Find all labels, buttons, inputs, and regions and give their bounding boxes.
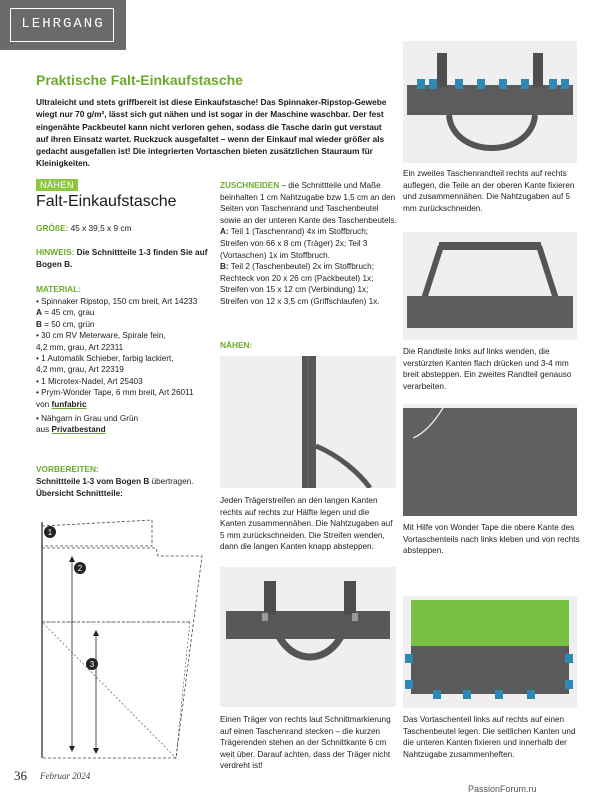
- size-value: 45 x 39,5 x 9 cm: [68, 223, 132, 233]
- watermark: PassionForum.ru: [468, 784, 537, 794]
- cutting-b-label: B:: [220, 262, 229, 272]
- material-item: • 30 cm RV Meterware, Spirale fein,: [36, 331, 166, 341]
- pin-icon: [352, 613, 358, 621]
- step-5-text: Mit Hilfe von Wonder Tape die obere Kante des Vortaschenteils nach links kleben und von rechts absteppen.: [403, 523, 580, 556]
- pattern-overview-label: Übersicht Schnittteile:: [36, 488, 123, 498]
- material-item: • Nähgarn in Grau und Grün: [36, 414, 139, 424]
- material-list: [36, 296, 216, 436]
- issue-date: Februar 2024: [40, 771, 91, 781]
- photo-rim-clipped: [403, 41, 577, 163]
- source-funfabric: funfabric: [51, 399, 87, 409]
- source-line: [36, 424, 216, 435]
- step-1-text: Jeden Trägerstreifen an den langen Kanten rechts auf rechts zur Hälfte legen und die Kanten zusammennähen. Die Nahtzugaben auf 5 mm zurückschneiden. Die Streifen wenden, dann die langen Kanten knapp absteppen.: [220, 496, 393, 552]
- material-item: B = 50 cm, grün: [36, 319, 95, 329]
- material-item: 4,2 mm, grau, Art 22311: [36, 342, 124, 352]
- prepare-bold: Bogen B: [115, 477, 150, 486]
- von-text: von: [36, 399, 52, 409]
- pattern-piece-1: [42, 520, 152, 546]
- pattern-piece-3: [42, 622, 190, 758]
- section-label: LEHRGANG: [21, 16, 105, 32]
- pattern-number-2: 2: [77, 564, 83, 573]
- arrow-head-up-icon: [69, 556, 75, 562]
- green-bag-fabric: [411, 600, 569, 650]
- photo-strap-pinned: [220, 567, 396, 707]
- size-line: [36, 223, 131, 233]
- pattern-number-3: 3: [89, 660, 95, 669]
- material-item: • 1 Automatik Schieber, farbig lackiert,: [36, 354, 174, 364]
- material-item: • Spinnaker Ripstop, 150 cm breit, Art 14233: [36, 297, 198, 306]
- arrow-head-down-icon: [69, 746, 75, 752]
- material-label: MATERIAL:: [36, 284, 82, 294]
- cutting-b: [220, 261, 398, 307]
- pin-icon: [262, 613, 268, 621]
- step-4-text: Die Randteile links auf links wenden, die verstürzten Kanten flach drücken und 3-4 mm breit absteppen. Ein zweites Randteil genauso verarbeiten.: [403, 347, 572, 391]
- rim-piece: [407, 296, 573, 328]
- page-number: 36: [14, 768, 27, 783]
- photo-pocket-taped: [403, 404, 577, 516]
- bag-rim-piece: [226, 611, 390, 639]
- prepare-label: VORBEREITEN:: [36, 464, 99, 474]
- photo-pocket-on-bag: [403, 596, 577, 708]
- cutting-a-label: A:: [220, 227, 229, 237]
- material-item: 4,2 mm, grau, Art 22319: [36, 365, 124, 375]
- pocket-fabric: [403, 408, 577, 516]
- photo-rim-turned: [403, 232, 577, 340]
- source-line: [36, 399, 216, 410]
- hint-label: HINWEIS:: [36, 247, 75, 257]
- step-6-text: Das Vortaschenteil links auf rechts auf einen Taschenbeutel legen. Die seitlichen Kanten und die unteren Kanten fixieren und innerhalb der Nahtzugabe zusammenheften.: [403, 715, 576, 759]
- prepare-text-2: übertragen.: [149, 477, 194, 486]
- pattern-piece-2: [42, 548, 202, 758]
- cutting-a-text: Teil 1 (Taschenrand) 4x im Stoffbruch; Streifen von 66 x 8 cm (Träger) 2x; Teil 3 (Vortaschen) 1x im Stoffbruch.: [220, 227, 369, 260]
- strap-fabric: [302, 356, 316, 488]
- arrow-head-up-icon: [93, 630, 99, 636]
- material-item: A = 45 cm, grau: [36, 308, 95, 318]
- step-3-text: Ein zweites Taschenrandteil rechts auf rechts auflegen, die Teile an der oberen Kante fixieren und zusammennähen. Die Nahtzugaben auf 5 mm zurückschneiden.: [403, 169, 575, 213]
- sewing-label: NÄHEN:: [220, 340, 253, 350]
- material-item: • Prym-Wonder Tape, 6 mm breit, Art 26011: [36, 388, 194, 398]
- cutting-intro: [220, 180, 398, 226]
- article-intro: Ultraleicht und stets griffbereit ist diese Einkaufstasche! Das Spinnaker-Ripstop-Gewebe wiegt nur 70 g/m², lässt sich gut nähen und ist sogar in der Maschine waschbar. Der fest eingenähte Packbeutel kann nicht verloren gehen, sodass die Tasche darin gut verstaut auf ihren Einsatz wartet. Ruckzuck ausgefaltet – wenn der Einkauf mal wieder größer als gedacht ausgefallen ist! Die integrierten Vortaschen bieten zusätzlichen Stauraum für Kleinigkeiten.: [36, 97, 387, 169]
- aus-text: aus: [36, 425, 52, 435]
- rim-piece: [407, 85, 573, 115]
- cutting-label: ZUSCHNEIDEN: [220, 181, 280, 190]
- pattern-overview-diagram: [36, 512, 208, 762]
- hint-block: [36, 246, 214, 270]
- material-item: • 1 Microtex-Nadel, Art 25403: [36, 376, 143, 386]
- section-badge: NÄHEN: [36, 179, 78, 191]
- prepare-text: [36, 476, 216, 499]
- step-2-text: Einen Träger von rechts laut Schnittmarkierung auf einen Taschenrand stecken – die kurzen Trägerenden stehen an der Schnittkante 6 cm weit über. Darauf achten, dass der Träger nicht verdreht ist!: [220, 715, 391, 771]
- arrow-head-down-icon: [93, 748, 99, 754]
- strap-top: [439, 242, 541, 250]
- cutting-instructions: [220, 180, 398, 308]
- article-title: Praktische Falt-Einkaufstasche: [36, 72, 243, 88]
- pattern-number-1: 1: [47, 528, 53, 537]
- source-privatbestand: Privatbestand: [51, 425, 106, 435]
- photo-strap: [220, 356, 396, 488]
- size-label: GRÖßE:: [36, 223, 69, 233]
- hint-text: Die Schnittteile 1-3 finden Sie auf Bogen B.: [36, 247, 208, 269]
- prepare-text-1: Schnittteile 1-3 vom: [36, 477, 116, 486]
- project-heading: Falt-Einkaufstasche: [36, 193, 177, 210]
- grey-pocket-fabric: [411, 646, 569, 694]
- cutting-b-text: Teil 2 (Taschenbeutel) 2x im Stoffbruch; Rechteck von 20 x 26 cm (Packbeutel) 1x; Streifen von 15 x 12 cm (Verbindung) 1x; Streifen von 12 x 3,5 cm (Griffschlaufen) 1x.: [220, 262, 380, 306]
- cutting-text: – die Schnittteile und Maße beinhalten 1 cm Nahtzugabe bzw 1,5 cm an den Seiten von Taschenrand und Taschenbeutel sowie an der unteren Kante des Taschenbeutels.: [220, 181, 397, 225]
- cutting-a: [220, 226, 398, 261]
- section-tab: [0, 0, 126, 50]
